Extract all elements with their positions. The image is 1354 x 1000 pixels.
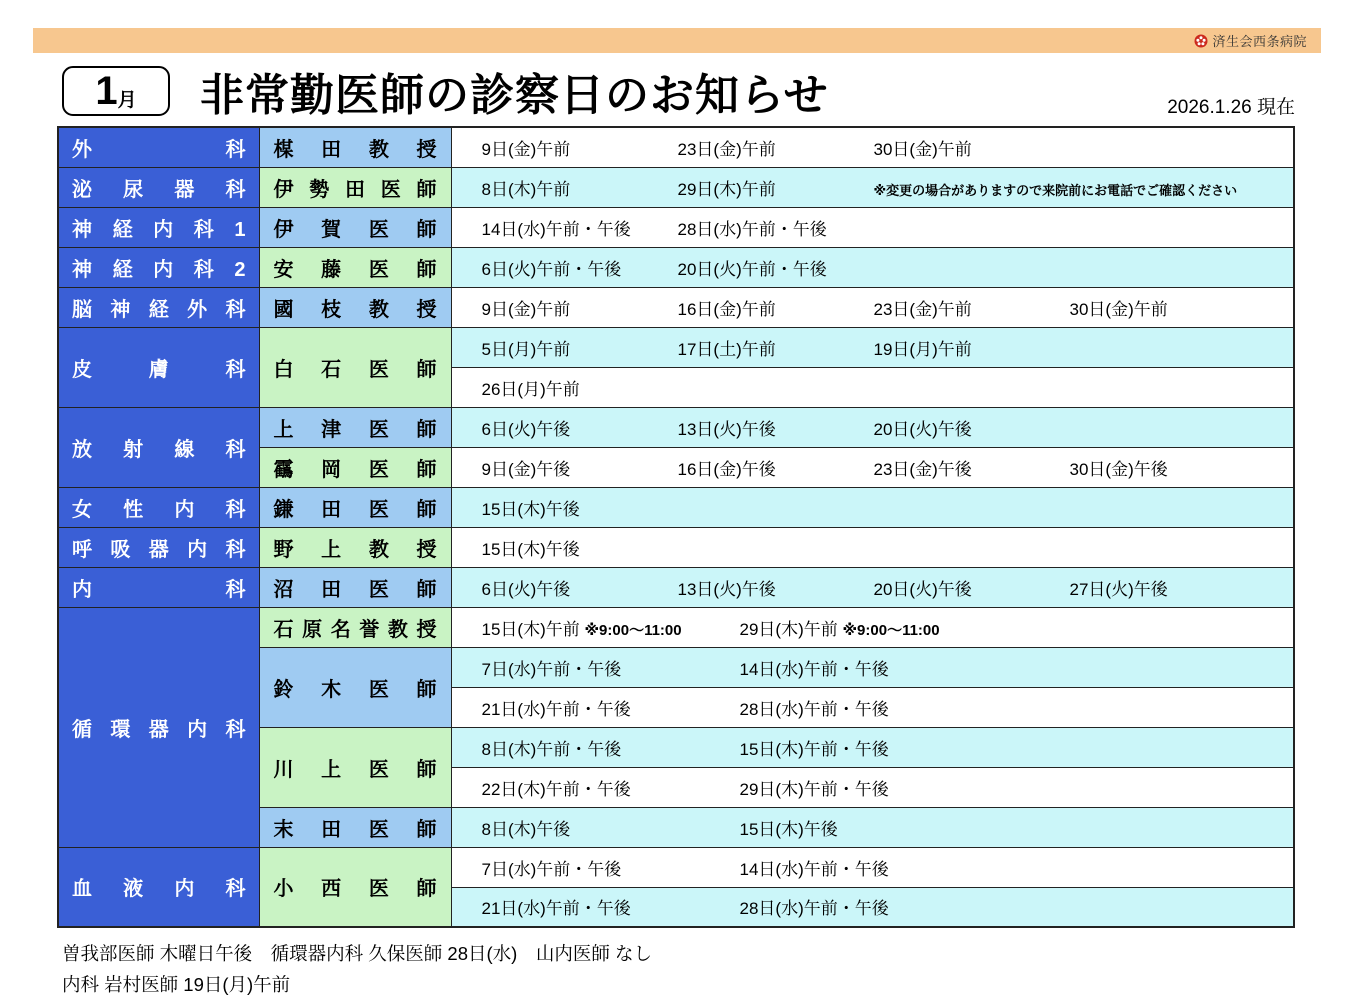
schedule-entry: 5日(月)午前 <box>481 339 571 359</box>
schedule-cell <box>451 807 1294 847</box>
table-row <box>58 167 1294 207</box>
schedule-cell <box>451 567 1294 607</box>
doctor-cell: 國枝教授 <box>259 287 451 327</box>
as-of-date: 2026.1.26 現在 <box>1167 97 1295 118</box>
schedule-cell <box>451 487 1294 527</box>
dept-cell: 内科 <box>58 567 259 607</box>
dept-cell: 泌尿器科 <box>58 167 259 207</box>
schedule-cell <box>451 447 1294 487</box>
schedule-entry: 26日(月)午前 <box>481 379 580 399</box>
schedule-entry: 15日(木)午後 <box>739 819 838 839</box>
schedule-entry: 20日(火)午後 <box>873 419 972 439</box>
schedule-entry: 8日(木)午後 <box>481 819 571 839</box>
table-row <box>58 407 1294 447</box>
table-row <box>58 287 1294 327</box>
schedule-cell <box>451 647 1294 687</box>
schedule-entry: 6日(火)午前・午後 <box>481 259 622 279</box>
schedule-cell <box>451 167 1294 207</box>
schedule-entry: 27日(火)午後 <box>1069 579 1168 599</box>
dept-cell: 神経内科1 <box>58 207 259 247</box>
schedule-cell <box>451 607 1294 647</box>
schedule-entry: 15日(木)午後 <box>481 499 580 519</box>
schedule-entry: 7日(水)午前・午後 <box>481 659 622 679</box>
doctor-cell: 鎌田医師 <box>259 487 451 527</box>
schedule-entry: 8日(木)午前・午後 <box>481 739 622 759</box>
schedule-entry: 16日(金)午後 <box>677 459 776 479</box>
doctor-cell: 上津医師 <box>259 407 451 447</box>
doctor-cell: 安藤医師 <box>259 247 451 287</box>
title-row <box>62 63 1295 119</box>
table-row <box>58 847 1294 887</box>
schedule-entry <box>482 615 740 640</box>
schedule-cell <box>451 407 1294 447</box>
time-note: ※9:00～11:00 <box>584 621 682 639</box>
table-row <box>58 527 1294 567</box>
dept-cell: 放射線科 <box>58 407 259 487</box>
schedule-entry: 23日(金)午後 <box>873 459 972 479</box>
month-suffix: 月 <box>117 89 137 111</box>
schedule-entry: 14日(水)午前・午後 <box>481 219 631 239</box>
schedule-cell <box>451 327 1294 367</box>
schedule-table <box>57 126 1295 928</box>
page-title: 非常勤医師の診察日のお知らせ <box>200 71 829 120</box>
table-row <box>58 127 1294 167</box>
schedule-cell <box>451 687 1294 727</box>
dept-cell: 女性内科 <box>58 487 259 527</box>
table-row <box>58 487 1294 527</box>
schedule-entry: 23日(金)午前 <box>873 299 972 319</box>
dept-cell: 皮膚科 <box>58 327 259 407</box>
month-number: 1 <box>95 69 118 113</box>
schedule-cell <box>451 887 1294 927</box>
schedule-entry: 6日(火)午後 <box>481 419 571 439</box>
schedule-cell <box>451 367 1294 407</box>
schedule-entry: 17日(土)午前 <box>677 339 776 359</box>
schedule-entry: 30日(金)午前 <box>1069 299 1168 319</box>
schedule-date: 29日(木)午前 <box>739 619 838 639</box>
schedule-entry: 13日(火)午後 <box>677 419 776 439</box>
dept-cell: 脳神経外科 <box>58 287 259 327</box>
schedule-cell <box>451 727 1294 767</box>
schedule-remark: ※変更の場合がありますので来院前にお電話でご確認ください <box>873 182 1238 198</box>
dept-cell: 血液内科 <box>58 847 259 927</box>
doctor-cell: 楳田教授 <box>259 127 451 167</box>
footer-notes <box>62 939 1354 1000</box>
schedule-entry: 14日(水)午前・午後 <box>739 859 889 879</box>
doctor-cell: 靍岡医師 <box>259 447 451 487</box>
doctor-cell: 野上教授 <box>259 527 451 567</box>
schedule-entry: 23日(金)午前 <box>677 139 776 159</box>
doctor-cell: 伊勢田医師 <box>259 167 451 207</box>
doctor-cell: 鈴木医師 <box>259 647 451 727</box>
doctor-cell: 小西医師 <box>259 847 451 927</box>
doctor-cell: 石原名誉教授 <box>259 607 451 647</box>
schedule-entry: 30日(金)午前 <box>873 139 972 159</box>
schedule-cell <box>451 247 1294 287</box>
schedule-entry: 28日(水)午前・午後 <box>739 899 889 919</box>
table-row <box>58 207 1294 247</box>
schedule-date: 15日(木)午前 <box>481 619 580 639</box>
schedule-entry: 29日(木)午前・午後 <box>739 779 889 799</box>
schedule-entry: 14日(水)午前・午後 <box>739 659 889 679</box>
doctor-cell: 白石医師 <box>259 327 451 407</box>
hospital-logo-icon <box>1194 34 1208 48</box>
schedule-entry <box>740 615 998 640</box>
schedule-entry: 21日(水)午前・午後 <box>481 699 631 719</box>
schedule-entry: 20日(火)午後 <box>873 579 972 599</box>
hospital-logo-text: 済生会西条病院 <box>1212 34 1307 49</box>
doctor-cell: 末田医師 <box>259 807 451 847</box>
schedule-cell <box>451 767 1294 807</box>
schedule-cell <box>451 207 1294 247</box>
schedule-entry: 28日(水)午前・午後 <box>677 219 827 239</box>
doctor-cell: 伊賀医師 <box>259 207 451 247</box>
doctor-cell: 沼田医師 <box>259 567 451 607</box>
schedule-entry: 28日(水)午前・午後 <box>739 699 889 719</box>
schedule-entry: 22日(木)午前・午後 <box>481 779 631 799</box>
schedule-cell <box>451 127 1294 167</box>
schedule-entry: 30日(金)午後 <box>1069 459 1168 479</box>
schedule-entry: 29日(木)午前 <box>677 179 776 199</box>
month-badge <box>62 66 170 116</box>
schedule-entry: 16日(金)午前 <box>677 299 776 319</box>
footer-note-line: 曽我部医師 木曜日午後 循環器内科 久保医師 28日(水) 山内医師 なし <box>62 943 652 964</box>
header-bar <box>33 28 1321 53</box>
table-row <box>58 247 1294 287</box>
dept-cell: 外科 <box>58 127 259 167</box>
table-row <box>58 327 1294 367</box>
schedule-entry: 20日(火)午前・午後 <box>677 259 827 279</box>
schedule-cell <box>451 847 1294 887</box>
table-row <box>58 567 1294 607</box>
schedule-entry: 13日(火)午後 <box>677 579 776 599</box>
footer-note-line: 内科 岩村医師 19日(月)午前 <box>62 973 291 995</box>
schedule-entry: 7日(水)午前・午後 <box>481 859 622 879</box>
schedule-entry: 9日(金)午後 <box>481 459 571 479</box>
schedule-entry: 15日(木)午前・午後 <box>739 739 889 759</box>
schedule-entry: 8日(木)午前 <box>481 179 571 199</box>
schedule-entry: 21日(水)午前・午後 <box>481 899 631 919</box>
schedule-entry: 9日(金)午前 <box>481 139 571 159</box>
time-note: ※9:00～11:00 <box>842 621 940 639</box>
schedule-entry: 6日(火)午後 <box>481 579 571 599</box>
doctor-cell: 川上医師 <box>259 727 451 807</box>
dept-cell: 呼吸器内科 <box>58 527 259 567</box>
schedule-cell <box>451 527 1294 567</box>
schedule-entry: 19日(月)午前 <box>873 339 972 359</box>
dept-cell: 循環器内科 <box>58 607 259 847</box>
schedule-cell <box>451 287 1294 327</box>
dept-cell: 神経内科2 <box>58 247 259 287</box>
table-row <box>58 607 1294 647</box>
schedule-entry: 15日(木)午後 <box>481 539 580 559</box>
schedule-entry: 9日(金)午前 <box>481 299 571 319</box>
hospital-logo <box>1194 31 1307 50</box>
